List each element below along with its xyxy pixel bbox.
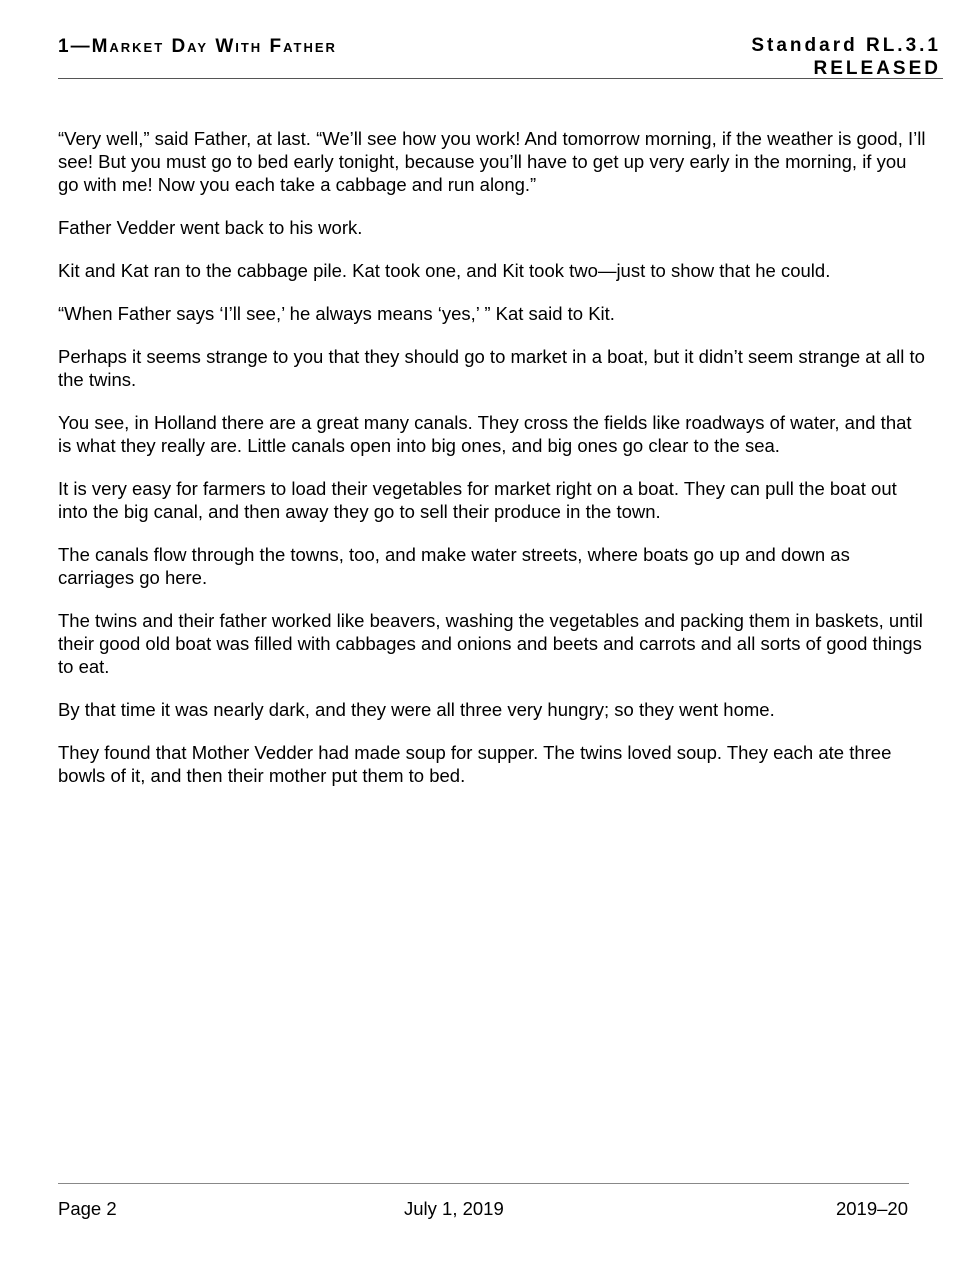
- paragraph: “When Father says ‘I’ll see,’ he always means ‘yes,’ ” Kat said to Kit.: [58, 303, 615, 324]
- standard-block: [751, 34, 941, 80]
- paragraph: “Very well,” said Father, at last. “We’ll see how you work! And tomorrow morning, if the weather is good, I’ll see! But you must go to bed early tonight, because you’ll have to get up very early in the morning, if you go with me! Now you each take a cabbage and run along.”: [58, 128, 926, 195]
- paragraph: You see, in Holland there are a great many canals. They cross the fields like roadways of water, and that is what they really are. Little canals open into big ones, and big ones go clear to the sea.: [58, 412, 912, 456]
- footer-year: 2019–20: [835, 1198, 908, 1219]
- header-divider: [58, 78, 943, 79]
- paragraph: The canals flow through the towns, too, and make water streets, where boats go up and down as carriages go here.: [58, 544, 850, 588]
- page-number: Page 2: [58, 1198, 117, 1219]
- story-body: [58, 127, 928, 807]
- paragraph: Father Vedder went back to his work.: [58, 217, 363, 238]
- paragraph: Perhaps it seems strange to you that they should go to market in a boat, but it didn’t seem strange at all to the twins.: [58, 346, 925, 390]
- release-status: RELEASED: [813, 58, 941, 79]
- paragraph: Kit and Kat ran to the cabbage pile. Kat took one, and Kit took two—just to show that he could.: [58, 260, 831, 281]
- paragraph: By that time it was nearly dark, and they were all three very hungry; so they went home.: [58, 699, 775, 720]
- standard-label: Standard RL.3.1: [751, 35, 941, 56]
- paragraph: It is very easy for farmers to load their vegetables for market right on a boat. They can pull the boat out into the big canal, and then away they go to sell their produce in the town.: [58, 478, 897, 522]
- document-title: 1—Market Day With Father: [58, 36, 337, 57]
- footer-date: July 1, 2019: [404, 1198, 504, 1219]
- paragraph: The twins and their father worked like beavers, washing the vegetables and packing them in baskets, until their good old boat was filled with cabbages and onions and beets and carrots and all sorts of good things to eat.: [58, 610, 923, 677]
- footer-divider: [58, 1183, 909, 1184]
- paragraph: They found that Mother Vedder had made soup for supper. The twins loved soup. They each ate three bowls of it, and then their mother put them to bed.: [58, 742, 892, 786]
